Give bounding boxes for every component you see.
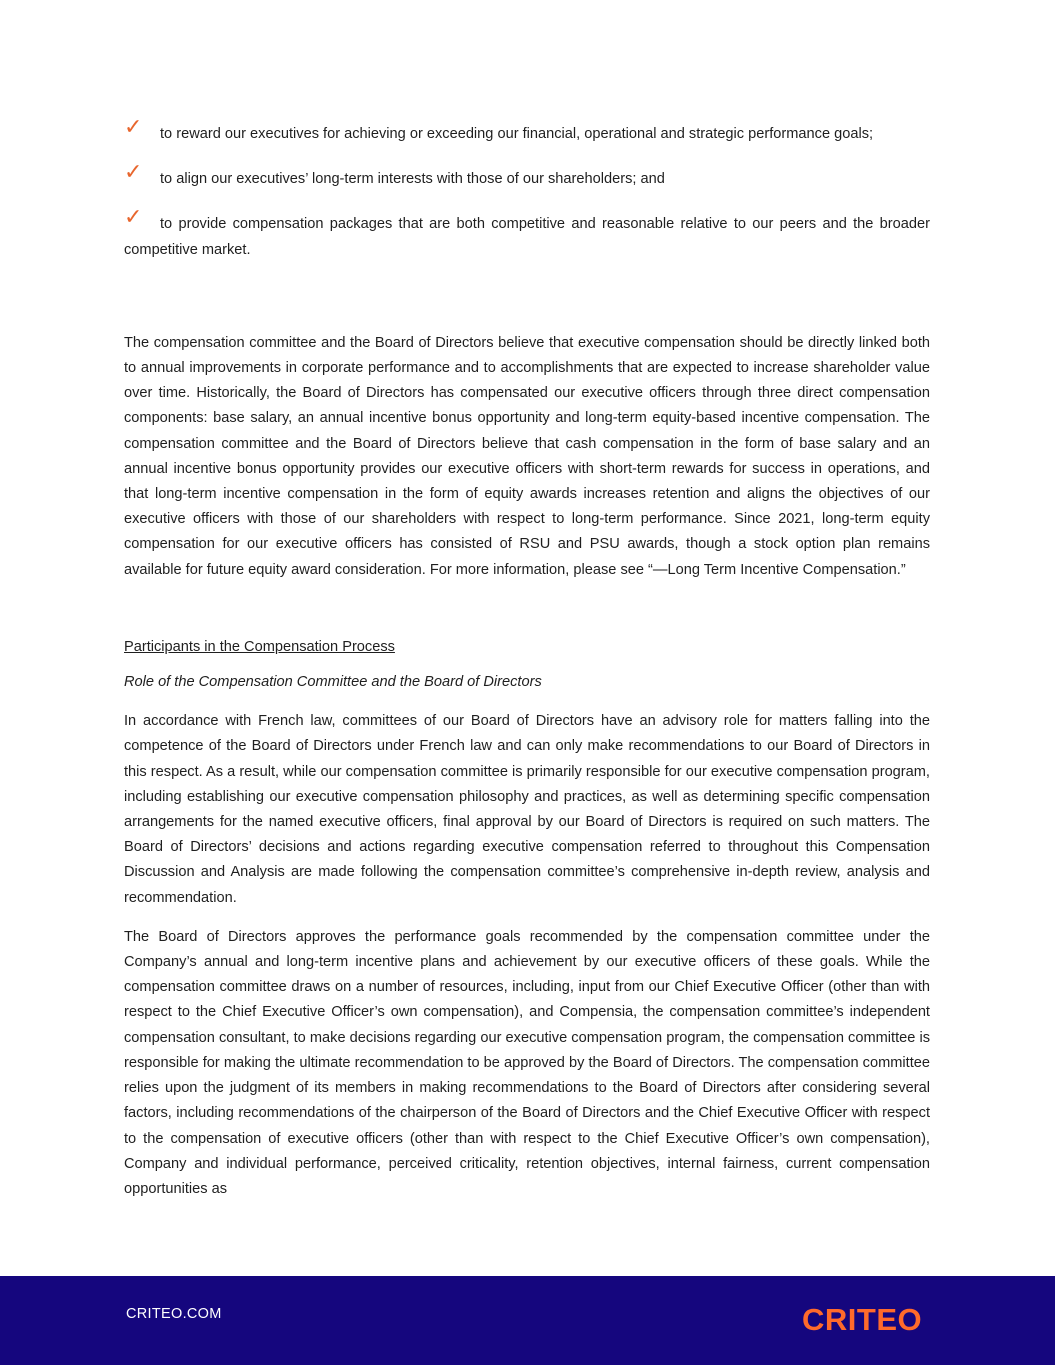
paragraph-board-goals: The Board of Directors approves the performance goals recommended by the compensation committee under the Company’s annual and long-term incentive plans and achievement by our executive officers of these goals. While the compensation committee draws on a number of resources, including, input from our Chief Executive Officer (other than with respect to the Chief Executive Officer’s own compensation), and Compensia, the compensation committee’s independent compensation consultant, to make decisions regarding our executive compensation program, the compensation committee is responsible for making the ultimate recommendation to be approved by the Board of Directors. The compensation committee relies upon the judgment of its members in making recommendations to the Board of Directors after considering several factors, including recommendations of the chairperson of the Board of Directors and the Chief Executive Officer with respect to the compensation of executive officers (other than with respect to the Chief Executive Officer’s own compensation), Company and individual performance, perceived criticality, retention objectives, internal fairness, current compensation opportunities as xyxy=(124,928,930,1197)
bullet-text: to align our executives’ long-term interests with those of our shareholders; and xyxy=(160,171,665,188)
criteo-logo: CRITEO xyxy=(802,1302,923,1337)
checkmark-icon: ✓ xyxy=(124,205,143,231)
bullet-item xyxy=(124,115,930,147)
paragraph-compensation-philosophy: The compensation committee and the Board of Directors believe that executive compensation should be directly linked both to annual improvements in corporate performance and to accomplishments that are expected to increase shareholder value over time. Historically, the Board of Directors has compensated our executive officers through three direct compensation components: base salary, an annual incentive bonus opportunity and long-term equity-based incentive compensation. The compensation committee and the Board of Directors believe that cash compensation in the form of base salary and an annual incentive bonus opportunity provides our executive officers with short-term rewards for success in operations, and that long-term incentive compensation in the form of equity awards increases retention and aligns the objectives of our executive officers with those of our shareholders with respect to long-term performance. Since 2021, long-term equity compensation for our executive officers has consisted of RSU and PSU awards, though a stock option plan remains available for future equity award consideration. For more information, please see “—Long Term Incentive Compensation.” xyxy=(124,334,930,578)
subsection-heading: Role of the Compensation Committee and the Board of Directors xyxy=(124,674,542,691)
bullet-item xyxy=(124,205,930,262)
bullet-text: to reward our executives for achieving or exceeding our financial, operational and strategic performance goals; xyxy=(160,126,874,142)
checkmark-icon: ✓ xyxy=(124,160,143,186)
section-heading: Participants in the Compensation Process xyxy=(124,638,395,655)
page-footer xyxy=(0,1276,1055,1365)
bullet-item xyxy=(124,160,930,192)
footer-url: CRITEO.COM xyxy=(126,1306,222,1322)
bullet-text: to provide compensation packages that are both competitive and reasonable relative to our peers and the broader competitive market. xyxy=(124,216,930,258)
checkmark-icon: ✓ xyxy=(124,115,143,140)
paragraph-french-law: In accordance with French law, committees of our Board of Directors have an advisory role for matters falling into the competence of the Board of Directors under French law and can only make recommendations to our Board of Directors in this respect. As a result, while our compensation committee is primarily responsible for our executive compensation program, including establishing our executive compensation philosophy and practices, as well as determining specific compensation arrangements for the named executive officers, final approval by our Board of Directors is required on such matters. The Board of Directors’ decisions and actions regarding executive compensation referred to throughout this Compensation Discussion and Analysis are made following the compensation committee’s comprehensive in-depth review, analysis and recommendation. xyxy=(124,713,930,906)
document-body xyxy=(124,115,930,1202)
